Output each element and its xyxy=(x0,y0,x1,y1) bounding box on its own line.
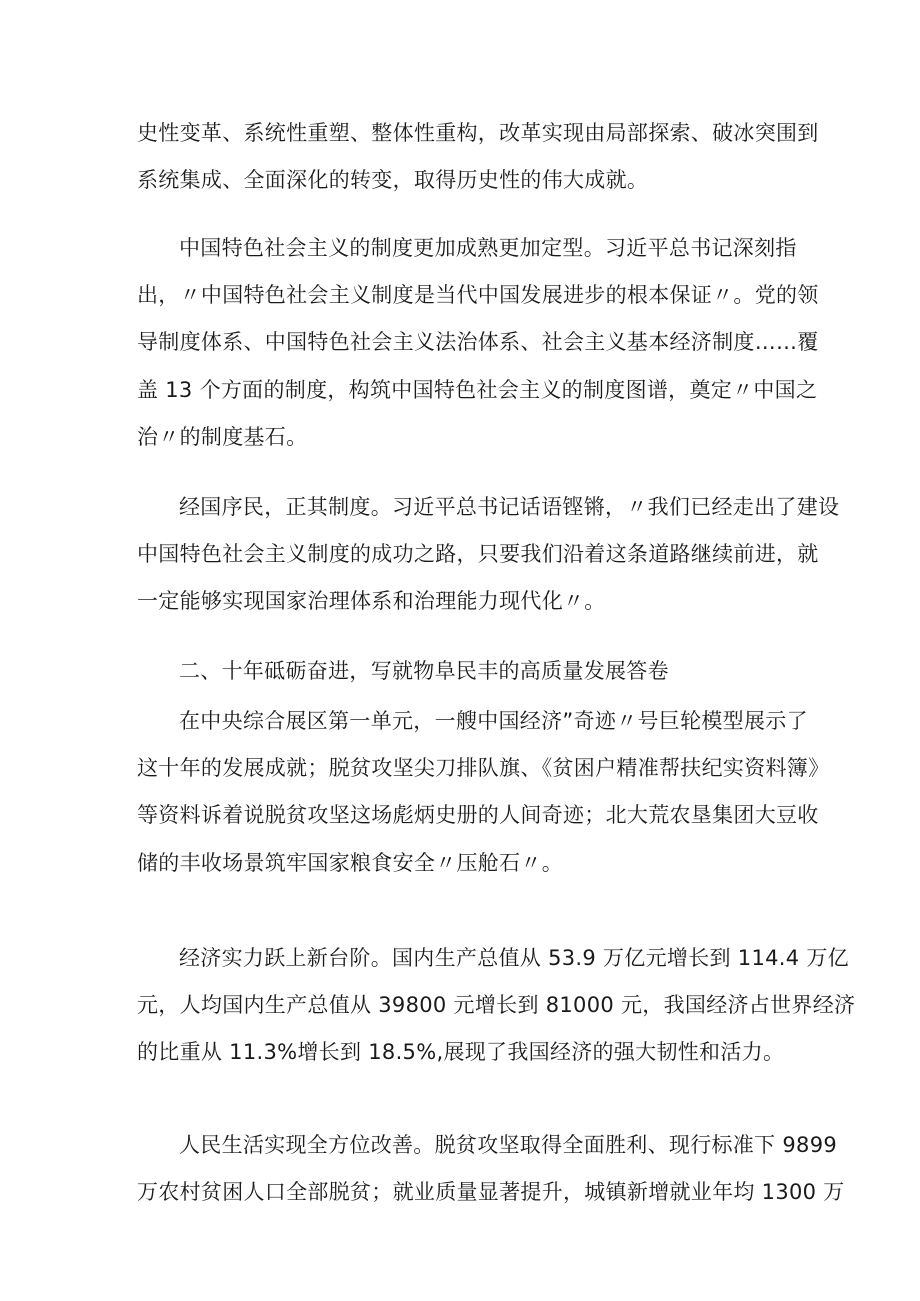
text-line: 经国序民，正其制度。习近平总书记话语铿锵，〃我们已经走出了建设 xyxy=(179,495,840,519)
text-line: 一定能够实现国家治理体系和治理能力现代化〃。 xyxy=(137,589,606,614)
text-line: 导制度体系、中国特色社会主义法治体系、社会主义基本经济制度……覆 xyxy=(137,330,819,355)
text-line: 出，〃中国特色社会主义制度是当代中国发展进步的根本保证〃。党的领 xyxy=(137,283,819,308)
text-line: 储的丰收场景筑牢国家粮食安全〃压舱石〃。 xyxy=(137,850,563,875)
text-line: 在中央综合展区第一单元，一艘中国经济”奇迹〃号巨轮模型展示了 xyxy=(179,709,808,733)
text-line: 史性变革、系统性重塑、整体性重构，改革实现由局部探索、破冰突围到 xyxy=(137,121,819,145)
paragraph-exhibition xyxy=(137,698,830,887)
text-line: 这十年的发展成就；脱贫攻坚尖刀排队旗、《贫困户精准帮扶纪实资料簿》 xyxy=(137,756,830,781)
text-line: 盖 13 个方面的制度，构筑中国特色社会主义的制度图谱，奠定〃中国之 xyxy=(137,377,818,402)
text-line: 元，人均国内生产总值从 39800 元增长到 81000 元，我国经济占世界经济 xyxy=(137,993,856,1018)
paragraph-reform-achievements xyxy=(137,110,819,204)
text-line: 等资料诉着说脱贫攻坚这场彪炳史册的人间奇迹；北大荒农垦集团大豆收 xyxy=(137,803,819,828)
paragraph-governance xyxy=(137,484,840,626)
text-line: 系统集成、全面深化的转变，取得历史性的伟大成就。 xyxy=(137,168,649,193)
text-line: 人民生活实现全方位改善。脱贫攻坚取得全面胜利、现行标准下 9899 xyxy=(179,1133,838,1157)
paragraph-people-livelihood xyxy=(137,1122,845,1216)
heading-line: 二、十年砥砺奋进，写就物阜民丰的高质量发展答卷 xyxy=(179,659,669,683)
paragraph-economic-strength xyxy=(137,935,856,1077)
section-heading xyxy=(137,648,797,695)
text-line: 治〃的制度基石。 xyxy=(137,424,308,449)
text-line: 经济实力跃上新台阶。国内生产总值从 53.9 万亿元增长到 114.4 万亿 xyxy=(179,946,849,970)
text-line: 中国特色社会主义制度的成功之路，只要我们沿着这条道路继续前进，就 xyxy=(137,542,819,567)
text-line: 万农村贫困人口全部脱贫；就业质量显著提升，城镇新增就业年均 1300 万 xyxy=(137,1180,845,1205)
text-line: 的比重从 11.3%增长到 18.5%,展现了我国经济的强大韧性和活力。 xyxy=(137,1040,785,1065)
text-line: 中国特色社会主义的制度更加成熟更加定型。习近平总书记深刻指 xyxy=(179,236,797,260)
paragraph-socialist-system xyxy=(137,225,819,461)
